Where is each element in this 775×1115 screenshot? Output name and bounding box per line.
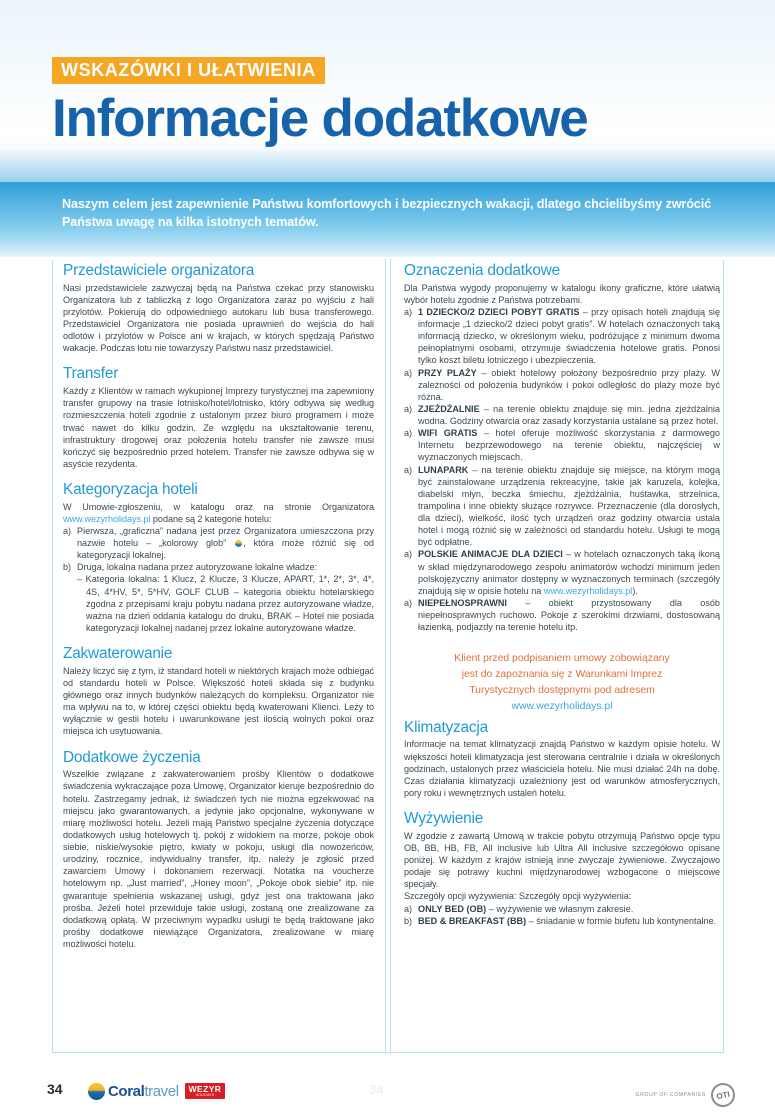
item-text: – obiekt przystosowany dla osób niepełnosprawnych ruchowo. Pokoje z szerokimi drzwiami, dostosowaną łazienką, podjazdy na terenie hotelu itp. (418, 597, 720, 633)
wezyr-sub: HOLIDAYS (195, 1093, 215, 1098)
list-marker: a) (404, 367, 413, 378)
list-item (404, 915, 720, 927)
section-intro: Dla Państwa wygody proponujemy w katalogu ikony graficzne, które ułatwią wybór hotelu zgodnie z Państwa potrzebami. (404, 282, 720, 305)
list-item (404, 403, 720, 427)
section-heading: Zakwaterowanie (63, 645, 173, 663)
section-kicker: WSKAZÓWKI I UŁATWIENIA (52, 57, 325, 84)
kategoryzacja-list (63, 525, 374, 634)
page-title: Informacje dodatkowe (52, 89, 588, 148)
item-text: – przy opisach hoteli znajdują się informacje „1 dziecko/2 dzieci pobyt gratis”. W hotelach oznaczonych taką informacją dziecko, w określonym wieku, podróżujące z minimum dwoma pełnopłatnymi osobami, otrzymuje świadczenia hotelowe gratis. Ponosi tylko koszt biletu lotniczego i ubezpieczenia. (418, 306, 720, 366)
coral-brand-a: Coral (108, 1082, 145, 1100)
section-zakwaterowanie (63, 645, 374, 737)
section-body: Informacje na temat klimatyzacji znajdą Państwo w każdym opisie hotelu. W większości hoteli klimatyzacja jest sterowana centralnie i działa w określonych godzinach, ustalonych przez właściciela hotelu. Nie musi działać 24h na dobę. Czas działania klimatyzacji uzależniony jest od warunków atmosferycznych, pory roku i wewnętrznych ustaleń hotelu. (404, 739, 720, 798)
section-oznaczenia (404, 262, 720, 633)
list-marker: b) (63, 562, 72, 573)
section-heading: Wyżywienie (404, 810, 484, 828)
section-body: Należy liczyć się z tym, iż standard hoteli w niektórych krajach może odbiegać od standardu hoteli w Polsce. Większość hoteli składa się z budynku głównego oraz innych budynków należących do kompleksu. Organizator nie ma wpływu na to, w której części obiektu będą kwaterowani Klienci. Leży to wyłącznie w gestii hotelu i uwarunkowane jest ilością wolnych pokoi oraz miejsca ich usytuowania. (63, 665, 374, 737)
item-text: – na terenie obiektu znajduje się min. jedna zjeżdżalnia wodna. Godziny otwarcia oraz zasady korzystania ustalane są przez hotel. (418, 403, 720, 427)
item-text-post: , która może różnić się od kategoryzacji lokalnej. (77, 538, 374, 561)
item-text: Druga, lokalna nadana przez autoryzowane lokalne władze: (77, 562, 318, 573)
callout-url[interactable]: www.wezyrholidays.pl (511, 701, 613, 713)
item-term: BED & BREAKFAST (BB) (418, 915, 527, 926)
intro-pre: W Umowie-zgłoszeniu, w katalogu oraz na stronie Organizatora (63, 501, 374, 512)
intro-post: podane są 2 kategorie hotelu: (150, 513, 272, 524)
callout-line-2: jest do zapoznania się z Warunkami Imprez (461, 668, 663, 680)
section-klimatyzacja (404, 719, 720, 799)
callout-line-3: Turystycznych dostępnymi pod adresem (469, 684, 655, 696)
section-wyzywienie (404, 810, 720, 927)
coral-wordmark (108, 1084, 179, 1099)
oti-group-logo (635, 1083, 735, 1107)
section-body-2: Szczegóły opcji wyżywienia: Szczegóły opcji wyżywienia: (404, 891, 632, 902)
list-marker: a) (404, 306, 413, 317)
item-text-pre: Pierwsza, „graficzna” nadana jest przez Organizatora umieszczona przy nazwie hotelu – „kolorowy glob” (77, 525, 374, 549)
item-term: ZJEŻDŻALNIE (418, 403, 480, 414)
list-item (404, 367, 720, 403)
lead-paragraph: Naszym celem jest zapewnienie Państwu komfortowych i bezpiecznych wakacji, dlatego chcielibyśmy zwrócić Państwa uwagę na kilka istotnych tematów. (62, 197, 712, 229)
section-przedstawiciele (63, 262, 374, 354)
list-item (404, 427, 720, 463)
item-text: – obiekt hotelowy położony bezpośrednio przy plaży. W zależności od położenia budynków i pokoi odległość do plaży może być różna. (418, 367, 720, 402)
section-dodatkowe-zyczenia (63, 749, 374, 951)
wezyr-label: WEZYR (188, 1083, 222, 1094)
coral-globe-icon (88, 1083, 105, 1100)
item-term: LUNAPARK (418, 464, 469, 475)
list-item (404, 903, 720, 915)
coral-travel-logo (88, 1079, 225, 1103)
item-subtext: – Kategoria lokalna: 1 Klucz, 2 Klucze, 3 Klucze, APART, 1*, 2*, 3*, 4*, 4S, 4*HV, 5*, 5*HV, GOLF CLUB – kategoria obiektu hotelarskiego zgodna z przepisami kraju pobytu nadana przez autoryzowane władze, ważna na dzień oddania katalogu do druku, BRAK – Hotel nie posiada kategoryzacji lokalnej nadanej przez lokalne autoryzowane władze. (77, 574, 374, 633)
item-text: – śniadanie w formie bufetu lub kontynentalne. (526, 915, 717, 926)
list-marker: a) (404, 403, 413, 414)
section-transfer (63, 365, 374, 470)
list-item (404, 306, 720, 367)
section-heading: Przedstawiciele organizatora (63, 262, 255, 279)
left-column (63, 262, 374, 961)
item-term: NIEPEŁNOSPRAWNI (418, 597, 507, 608)
globe-icon (235, 540, 242, 547)
list-item (404, 548, 720, 597)
item-term: 1 DZIECKO/2 DZIECI POBYT GRATIS (418, 306, 580, 317)
item-term: PRZY PLAŻY (418, 367, 477, 378)
list-marker: a) (404, 464, 413, 475)
oznaczenia-list (404, 306, 720, 633)
section-body: Każdy z Klientów w ramach wykupionej Imprezy turystycznej ma zapewniony transfer grupowy na trasie lotnisko/hotel/lotnisko, który odbywa się według rozmieszczenia hoteli zgodnie z ustalonym przez biuro programem i może trwać nawet do kilku godzin. Ze względu na ukształtowanie terenu, infrastruktury drogowej oraz położenia hotelu transfer nie zawsze musi kończyć się bezpośrednio przed hotelem. Transfer nie zawsze odbywa się w asyście rezydenta. (63, 386, 374, 469)
section-body: Nasi przedstawiciele zazwyczaj będą na Państwa czekać przy stanowisku Organizatora lub z tabliczką z logo Organizatora zaraz po wyjściu z hali przylotów. Pokierują do odpowiedniego autokaru lub busa transferowego. Przedstawiciel Organizatora nie posiada uprawnień do wejścia do hali odlotów i przylotów w Polsce ani w krajach, w których spędzają Państwo wakacje. Podczas lotu nie towarzyszy Państwu nasz przedstawiciel. (63, 282, 374, 354)
callout-line-1: Klient przed podpisaniem umowy zobowiązany (454, 653, 670, 665)
item-text: – na terenie obiektu znajduje się miejsce, na którym mogą być zainstalowane urządzenia rekreacyjne, takie jak karuzela, kolejka, diabelski młyn, beczka śmiechu, zjeżdżalnia, huśtawka, strzelnica, trampolina i inne obiekty służące rozrywce. Przeznaczenie (dla dorosłych, dla dzieci), wielkość, ilość tych urządzeń oraz godziny otwarcia ustala hotel i mogą różnić się w zależności od standardu hotelu. Usługi te mogą być odpłatne. (418, 464, 720, 548)
section-kategoryzacja (63, 481, 374, 634)
section-heading: Klimatyzacja (404, 718, 488, 736)
section-heading: Dodatkowe życzenia (63, 748, 201, 766)
column-divider (385, 258, 391, 1055)
list-marker: a) (404, 428, 413, 439)
list-marker: a) (404, 549, 413, 560)
item-text: – hotel oferuje możliwość skorzystania z darmowego Internetu bezprzewodowego na terenie obiektu, najczęściej w wyznaczonych miejscach. (418, 428, 720, 463)
section-heading: Oznaczenia dodatkowe (404, 262, 560, 279)
item-term: ONLY BED (OB) (418, 903, 487, 914)
wezyr-link[interactable]: www.wezyrholidays.pl (543, 585, 633, 596)
list-marker: a) (63, 525, 72, 536)
item-text-post: ). (632, 585, 638, 596)
list-item (63, 525, 374, 561)
item-text: – wyżywienie we własnym zakresie. (486, 903, 634, 914)
item-text: – w hotelach oznaczonych taką ikoną w skład międzynarodowego zespołu animatorów wchodzi minimum jeden polskojęzyczny animator dostępny w wyznaczonych terminach (szczegóły znajdują się w opisie hotelu na (418, 549, 720, 596)
list-marker: a) (404, 903, 413, 914)
oti-badge: OTI (709, 1081, 737, 1109)
item-term: WIFI GRATIS (418, 428, 478, 439)
group-of-companies-label: GROUP OF COMPANIES (635, 1092, 706, 1098)
list-marker: a) (404, 597, 413, 608)
list-item (63, 561, 374, 634)
right-column (404, 262, 720, 938)
page-number: 34 (47, 1081, 63, 1097)
list-item (404, 464, 720, 549)
item-term: POLSKIE ANIMACJE DLA DZIECI (418, 549, 563, 560)
coral-brand-b: travel (144, 1082, 179, 1100)
section-heading: Transfer (63, 365, 119, 383)
page-number-watermark: 34 (369, 1082, 384, 1097)
section-body: Wszelkie związane z zakwaterowaniem prośby Klientów o dodatkowe świadczenia wykraczające poza Umowę, Organizator kieruje bezpośrednio do hotelu. Zastrzegamy jednak, iż świadczeń tych nie można egzekwować na miejscu jako gwarantowanych, a jedynie jako opcjonalne, wykonywane w miarę możliwości hotelu. Jeżeli mają Państwo specjalne życzenia dotyczące dodatkowych usług hotelowych tj. pokój z widokiem na morze, pokoje obok siebie, niskie/wysokie piętro, kwiaty w pokoju, usługi dla nowożeńców, urodziny, rocznice, indywidualny transfer, itp. należy je zgłosić przed zawarciem Umowy i dokonaniem rezerwacji. Notatka na voucherze hotelowym np. „Just married”, „Honey moon”, „Pokoje obok siebie” itp. nie gwarantuje spełnienia wskazanej usługi, gdyż jest ona traktowana jako prośba. Jeżeli hotel przewiduje takie usługi, zostaną one zrealizowane za dodatkową opłatą. W przeciwnym wypadku usługi te będą traktowane jako prośby dodatkowe niewiążące Organizatora, zrealizowane w miarę możliwości hotelu. (63, 769, 374, 950)
list-marker: b) (404, 915, 413, 926)
wezyr-link[interactable]: www.wezyrholidays.pl (63, 513, 151, 524)
section-intro (63, 501, 374, 525)
wyzywienie-list (404, 903, 720, 927)
section-body: W zgodzie z zawartą Umową w trakcie pobytu otrzymują Państwo opcje typu OB, BB, HB, FB, All inclusive lub Ultra All inclusive szczegółowo opisane poniżej. W każdym z krajów istnieją inne zwyczaje żywieniowe. Zwyczajowo podaje się potrawy kuchni międzynarodowej wzbogacone o miejscowe specjały. (404, 830, 720, 890)
warunki-callout (404, 651, 720, 714)
list-item (404, 597, 720, 633)
wezyr-logo (185, 1083, 226, 1100)
section-heading: Kategoryzacja hoteli (63, 481, 198, 499)
